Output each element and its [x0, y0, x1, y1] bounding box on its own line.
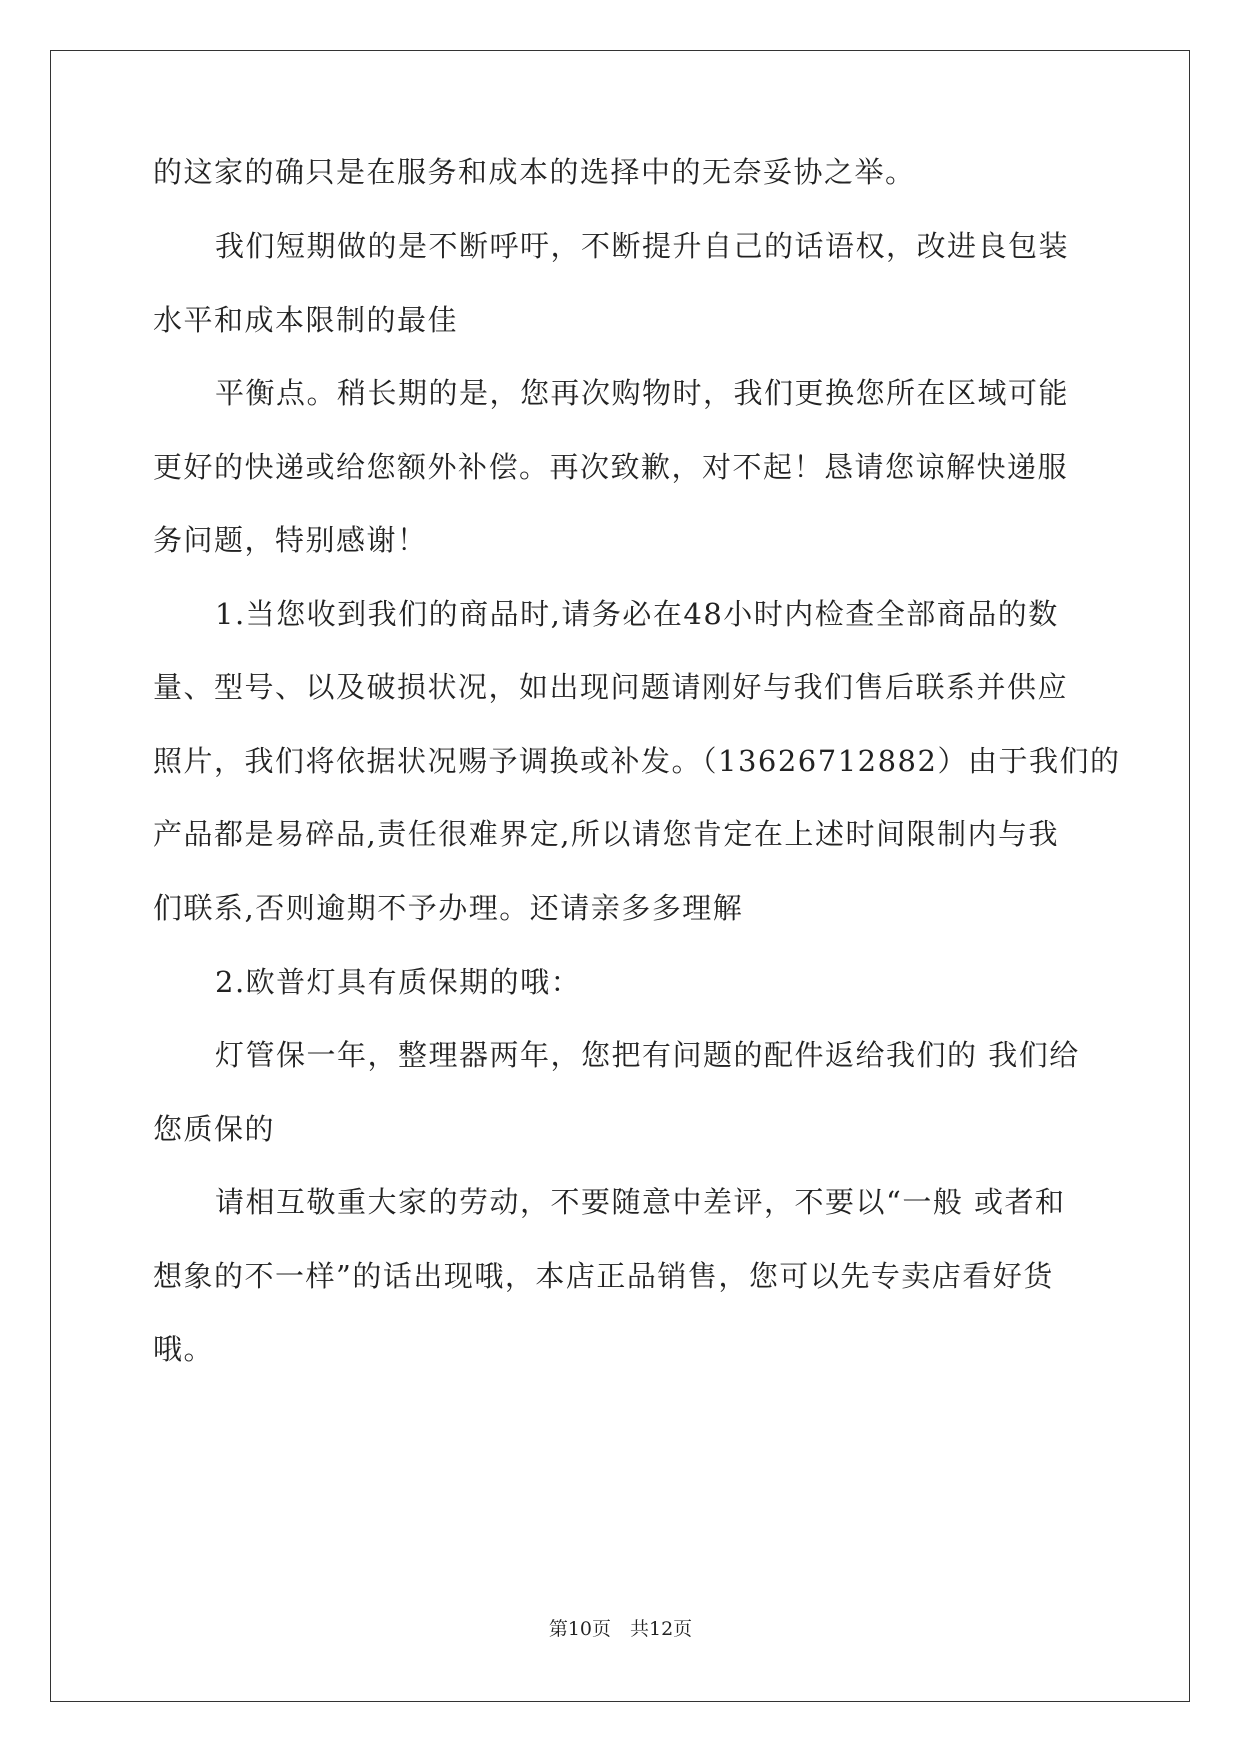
- text-line: 您质保的: [153, 1112, 276, 1146]
- text-line: 们联系,否则逾期不予办理。还请亲多多理解: [153, 891, 744, 925]
- text-line: 的这家的确只是在服务和成本的选择中的无奈妥协之举。: [153, 155, 916, 189]
- text-line: 哦。: [153, 1332, 215, 1366]
- list-item-2: 2.欧普灯具有质保期的哦：: [215, 965, 582, 999]
- text-line: 更好的快递或给您额外补偿。再次致歉，对不起！恳请您谅解快递服: [153, 450, 1069, 484]
- paragraph-start: 灯管保一年，整理器两年，您把有问题的配件返给我们的 我们给: [215, 1038, 1080, 1072]
- page-border: [50, 50, 1190, 1702]
- paragraph-start: 我们短期做的是不断呼吁，不断提升自己的话语权，改进良包装: [215, 229, 1070, 263]
- text-line: 量、型号、以及破损状况，如出现问题请刚好与我们售后联系并供应: [153, 670, 1069, 704]
- text-line: 照片，我们将依据状况赐予调换或补发。（13626712882）由于我们的: [153, 744, 1121, 778]
- paragraph-start: 请相互敬重大家的劳动，不要随意中差评，不要以“一般 或者和: [215, 1185, 1066, 1219]
- text-line: 务问题，特别感谢！: [153, 523, 428, 557]
- page-number-footer: 第10页 共12页: [548, 1618, 693, 1640]
- text-line: 想象的不一样”的话出现哦，本店正品销售，您可以先专卖店看好货: [153, 1259, 1054, 1293]
- paragraph-start: 平衡点。稍长期的是，您再次购物时，我们更换您所在区域可能: [215, 376, 1070, 410]
- text-line: 水平和成本限制的最佳: [153, 303, 459, 337]
- text-line: 产品都是易碎品,责任很难界定,所以请您肯定在上述时间限制内与我: [153, 817, 1059, 851]
- list-item-1: 1.当您收到我们的商品时,请务必在48小时内检查全部商品的数: [215, 597, 1059, 631]
